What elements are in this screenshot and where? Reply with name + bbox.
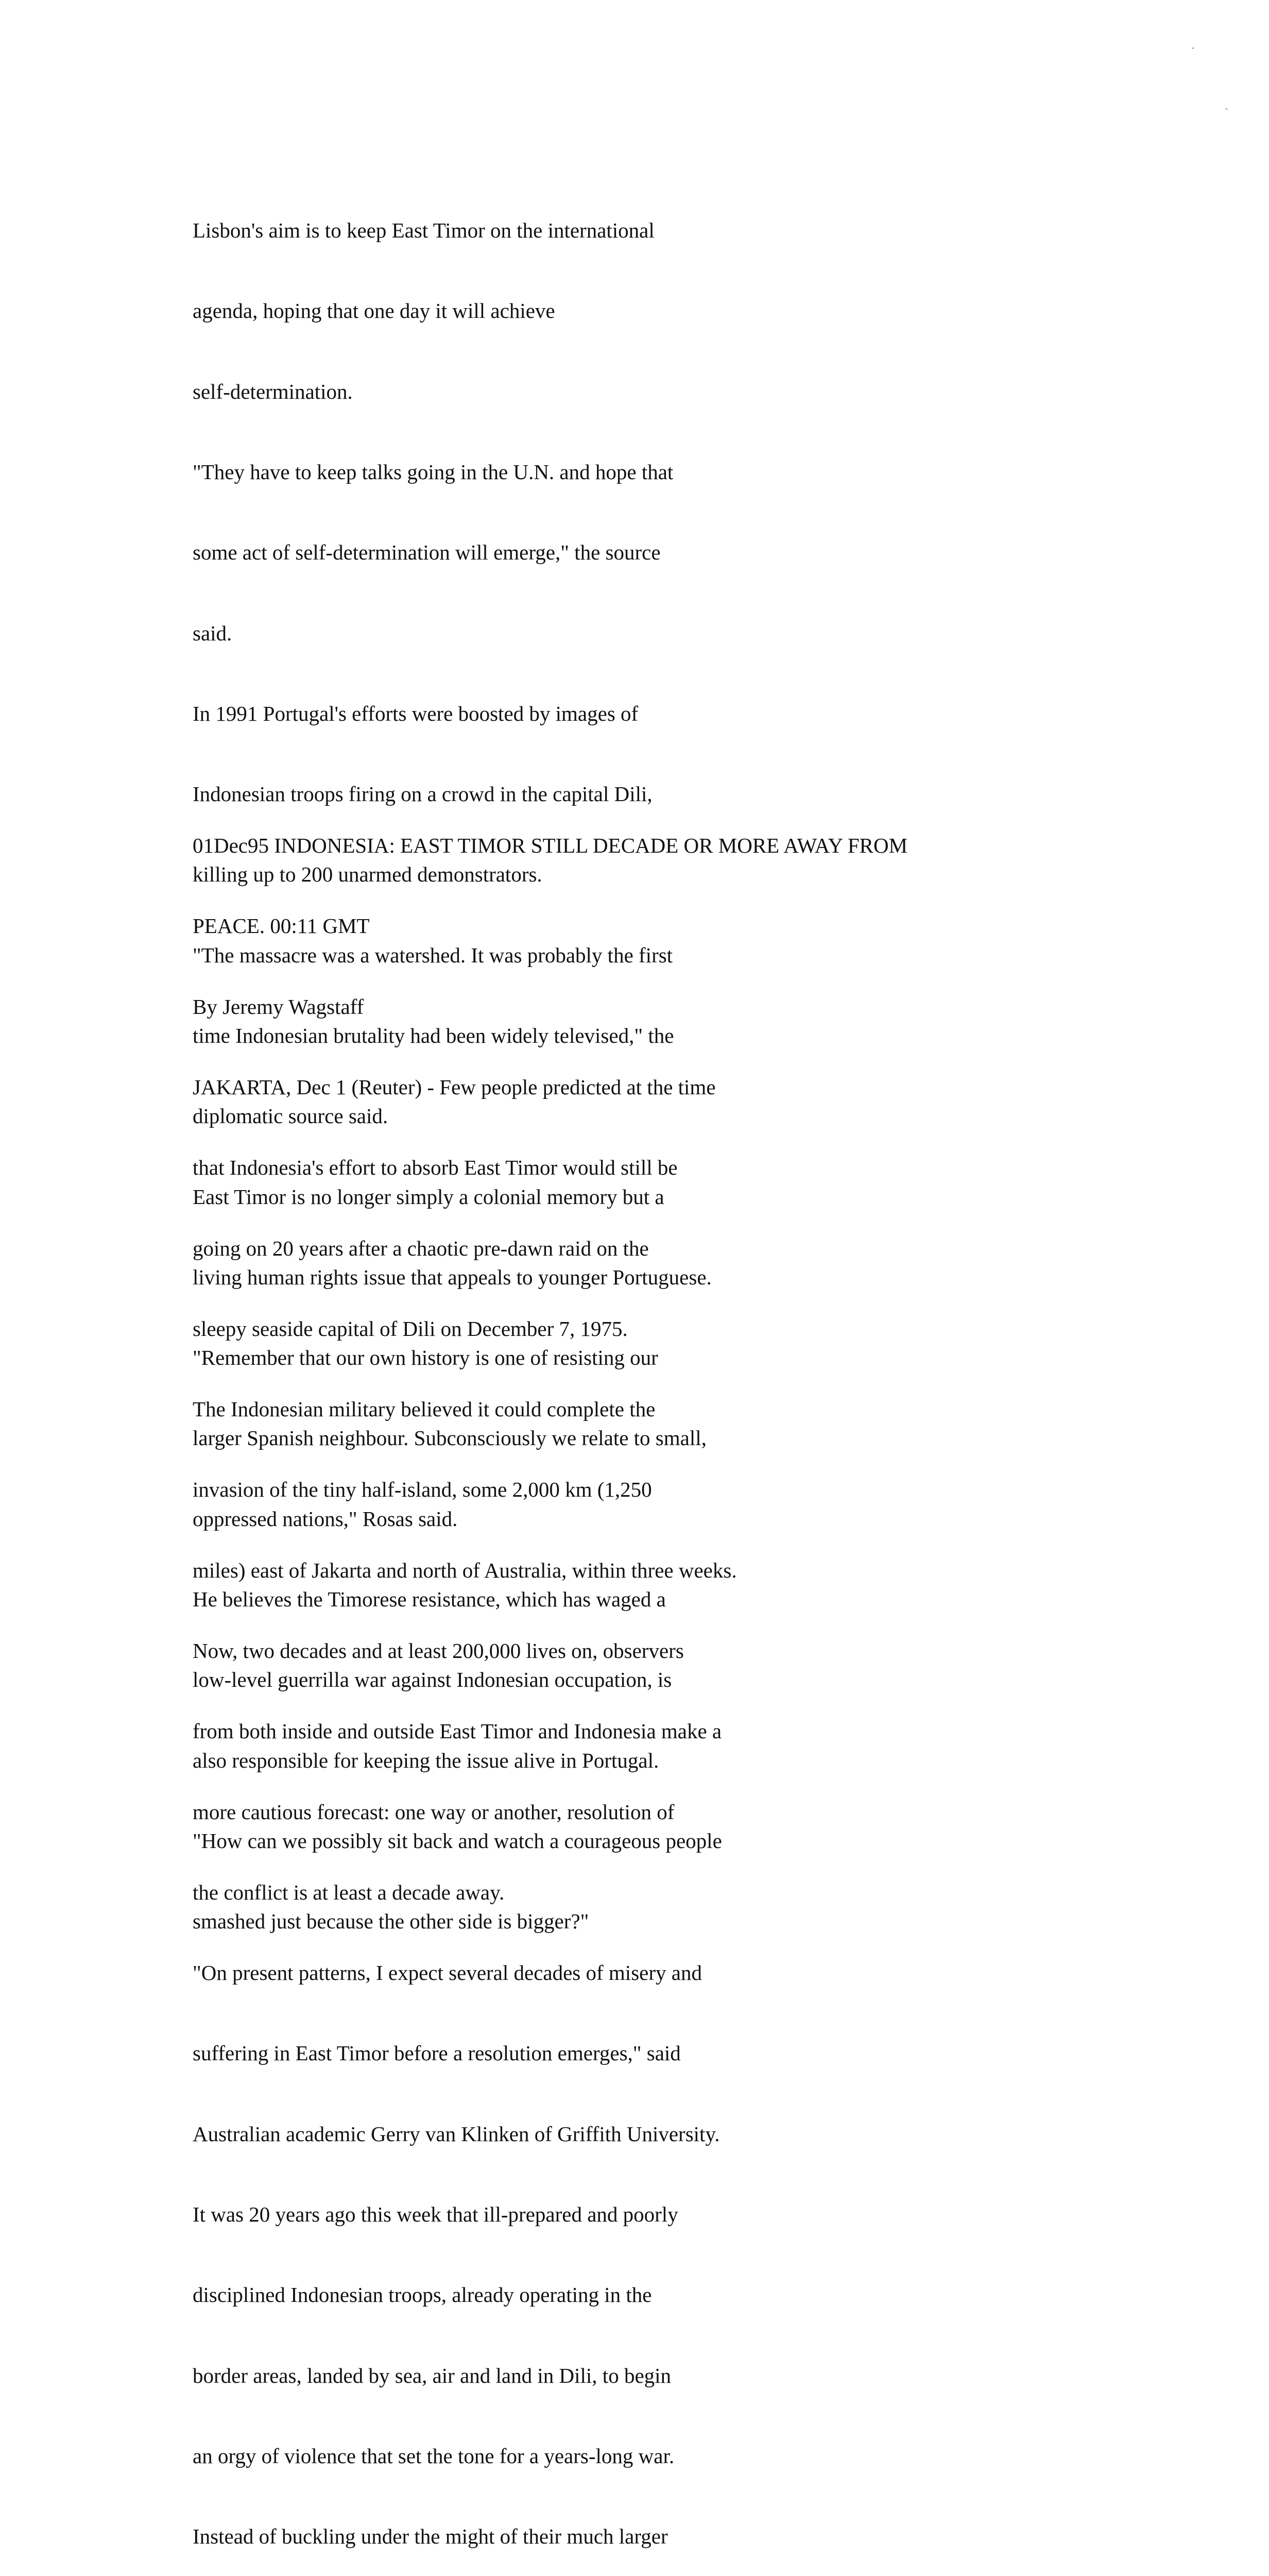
text-line: JAKARTA, Dec 1 (Reuter) - Few people predicted at the time: [193, 1075, 716, 1099]
text-line: The Indonesian military believed it could complete the: [193, 1397, 656, 1421]
text-line: Now, two decades and at least 200,000 lives on, observers: [193, 1639, 684, 1663]
text-line: diplomatic source said.: [193, 1104, 388, 1128]
text-line: more cautious forecast: one way or another, resolution of: [193, 1800, 675, 1824]
text-line: "They have to keep talks going in the U.N. and hope that: [193, 460, 674, 484]
text-line: "Remember that our own history is one of resisting our: [193, 1346, 658, 1370]
headline-line: PEACE. 00:11 GMT: [193, 914, 370, 938]
text-line: He believes the Timorese resistance, which has waged a: [193, 1587, 666, 1611]
text-line: miles) east of Jakarta and north of Australia, within three weeks.: [193, 1558, 737, 1582]
text-line: "The massacre was a watershed. It was probably the first: [193, 943, 673, 967]
text-line: agenda, hoping that one day it will achieve: [193, 299, 555, 323]
headline-line: 01Dec95 INDONESIA: EAST TIMOR STILL DECADE OR MORE AWAY FROM: [193, 834, 908, 858]
text-line: disciplined Indonesian troops, already operating in the: [193, 2283, 652, 2307]
scan-speck: [1192, 47, 1194, 49]
text-line: some act of self-determination will emerge," the source: [193, 540, 661, 565]
news-article: [193, 778, 907, 2576]
text-line: time Indonesian brutality had been widely televised," the: [193, 1024, 674, 1047]
text-line: oppressed nations," Rosas said.: [193, 1506, 458, 1531]
text-line: Instead of buckling under the might of their much larger: [193, 2524, 668, 2549]
text-line: also responsible for keeping the issue alive in Portugal.: [193, 1748, 659, 1772]
text-line: an orgy of violence that set the tone for a years-long war.: [193, 2444, 675, 2468]
text-line: killing up to 200 unarmed demonstrators.: [193, 862, 542, 887]
text-line: invasion of the tiny half-island, some 2,000 km (1,250: [193, 1478, 652, 1502]
text-line: said.: [193, 621, 232, 645]
byline: By Jeremy Wagstaff: [193, 994, 364, 1019]
text-line: the conflict is at least a decade away.: [193, 1880, 505, 1904]
text-line: self-determination.: [193, 379, 353, 403]
text-line: "How can we possibly sit back and watch a courageous people: [193, 1828, 722, 1853]
text-line: larger Spanish neighbour. Subconsciously we relate to small,: [193, 1426, 707, 1450]
text-line: low-level guerrilla war against Indonesian occupation, is: [193, 1668, 672, 1692]
text-line: going on 20 years after a chaotic pre-dawn raid on the: [193, 1236, 649, 1260]
text-line: Australian academic Gerry van Klinken of Griffith University.: [193, 2122, 720, 2146]
text-line: smashed just because the other side is bigger?": [193, 1909, 589, 1934]
text-line: border areas, landed by sea, air and land in Dili, to begin: [193, 2363, 672, 2387]
text-line: Indonesian troops firing on a crowd in the capital Dili,: [193, 782, 653, 806]
text-line: from both inside and outside East Timor and Indonesia make a: [193, 1719, 722, 1743]
text-line: that Indonesia's effort to absorb East Timor would still be: [193, 1156, 678, 1180]
scan-speck: [1226, 108, 1227, 110]
text-line: living human rights issue that appeals to younger Portuguese.: [193, 1265, 712, 1289]
text-line: Lisbon's aim is to keep East Timor on the international: [193, 218, 655, 243]
text-line: East Timor is no longer simply a colonial memory but a: [193, 1184, 664, 1209]
text-line: suffering in East Timor before a resolution emerges," said: [193, 2041, 681, 2065]
text-line: In 1991 Portugal's efforts were boosted by images of: [193, 701, 639, 725]
text-line: sleepy seaside capital of Dili on December 7, 1975.: [193, 1316, 628, 1341]
text-line: "On present patterns, I expect several decades of misery and: [193, 1961, 702, 1985]
text-line: It was 20 years ago this week that ill-prepared and poorly: [193, 2202, 678, 2226]
